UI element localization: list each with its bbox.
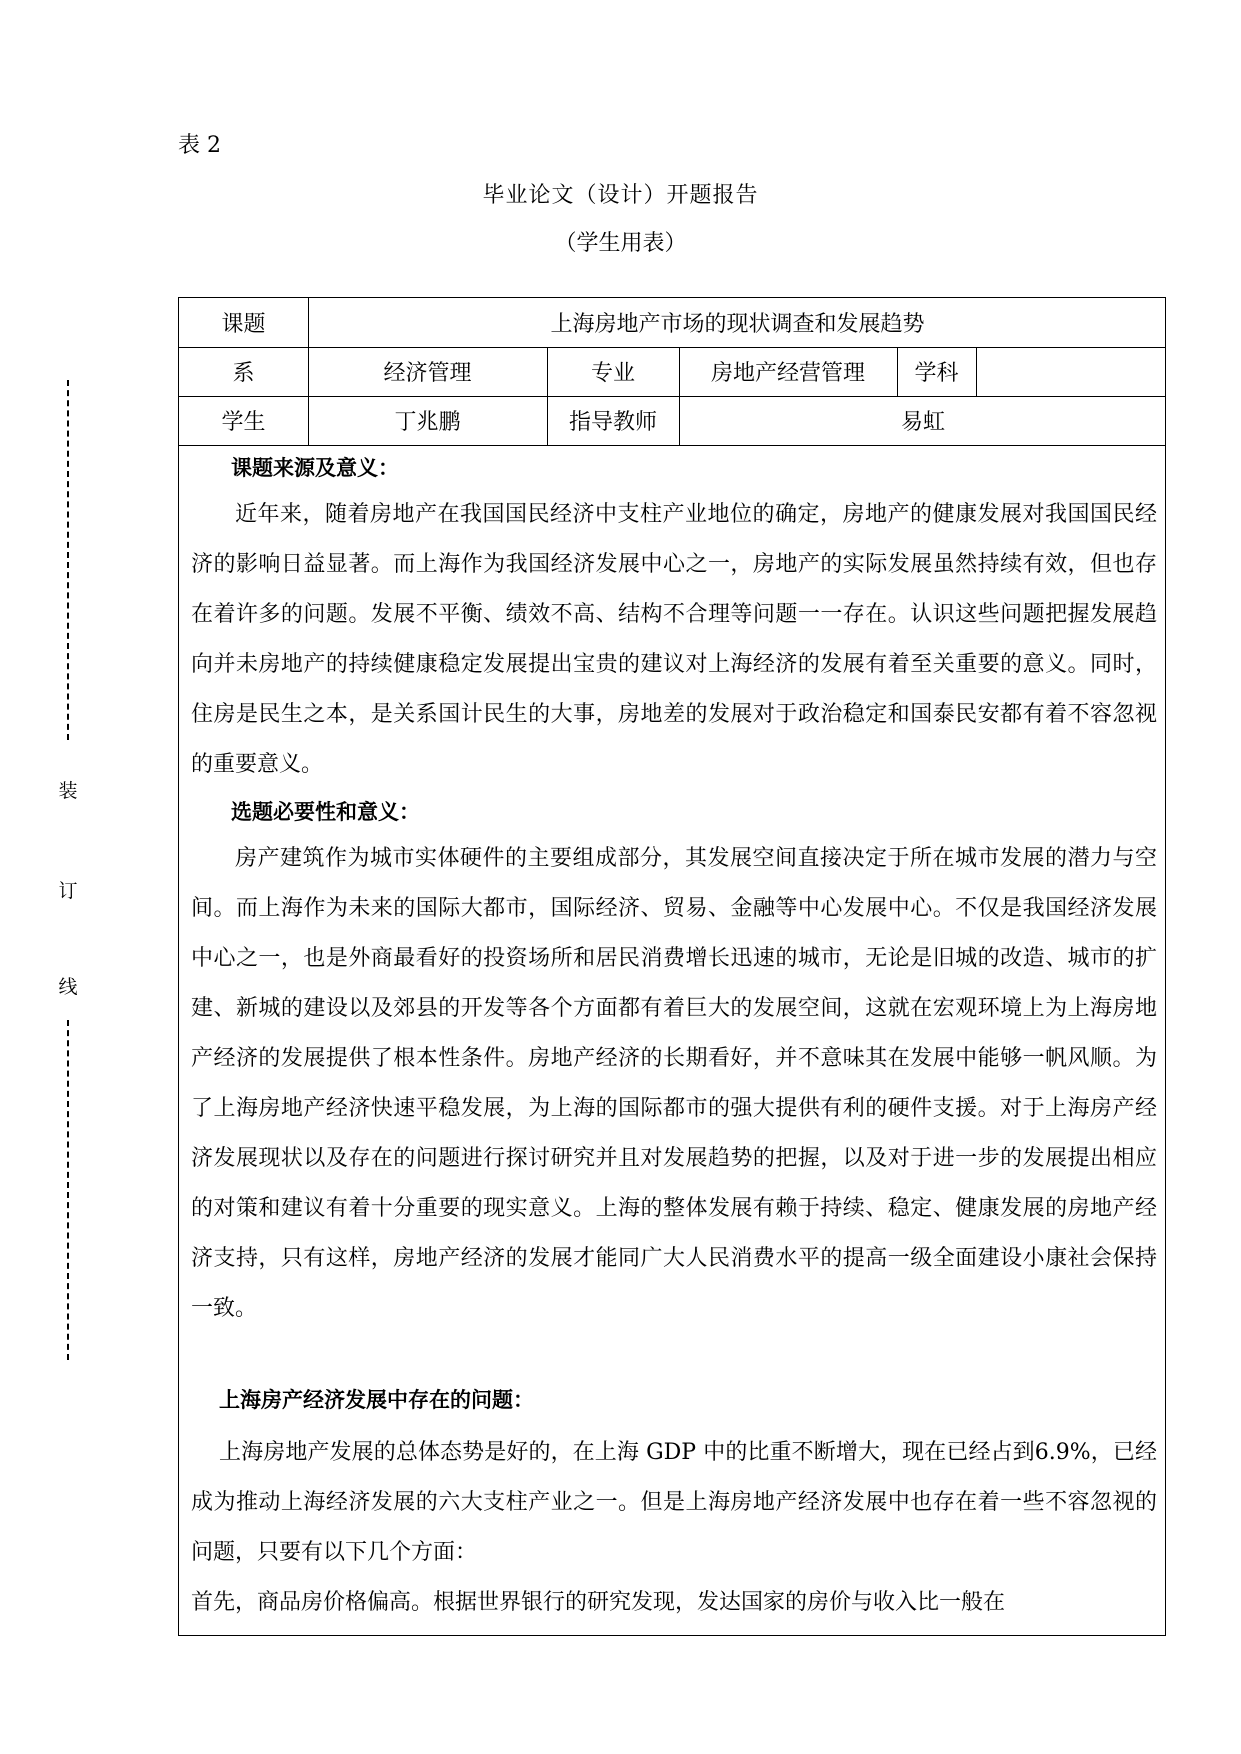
major-label: 专业: [590, 361, 635, 386]
section-heading-problems: 上海房产经济发展中存在的问题：: [219, 1388, 534, 1412]
proposal-form: [178, 297, 1166, 1636]
subject-label: 学科: [914, 361, 959, 386]
subject-value: [976, 347, 1167, 396]
spacer: [191, 1334, 1157, 1372]
section-text-necessity: 房产建筑作为城市实体硬件的主要组成部分，其发展空间直接决定于所在城市发展的潜力与空间。而上海作为未来的国际大都市，国际经济、贸易、金融等中心发展中心。不仅是我国经济发展中心之一，也是外商最看好的投资场所和居民消费增长迅速的城市，无论是旧城的改造、城市的扩建、新城的建设以及郊县的开发等各个方面都有着巨大的发展空间，这就在宏观环境上为上海房地产经济的发展提供了根本性条件。房地产经济的长期看好，并不意味其在发展中能够一帆风顺。为了上海房地产经济快速平稳发展，为上海的国际都市的强大提供有利的硬件支援。对于上海房产经济发展现状以及存在的问题进行探讨研究并且对发展趋势的把握，以及对于进一步的发展提出相应的对策和建议有着十分重要的现实意义。上海的整体发展有赖于持续、稳定、健康发展的房地产经济支持，只有这样，房地产经济的发展才能同广大人民消费水平的提高一级全面建设小康社会保持一致。: [191, 846, 1157, 1321]
section-heading-source: 课题来源及意义：: [231, 456, 399, 480]
topic-value: 上海房地产市场的现状调查和发展趋势: [550, 312, 925, 337]
department-value: 经济管理: [383, 361, 472, 386]
section-text-problems-first: 首先，商品房价格偏高。根据世界银行的研究发现，发达国家的房价与收入比一般在: [191, 1590, 1006, 1615]
binding-dash-top: [67, 380, 69, 740]
student-label: 学生: [221, 410, 266, 435]
report-body: [191, 446, 1157, 1628]
binding-char-zhuang: 装: [58, 780, 78, 802]
binding-char-xian: 线: [58, 976, 78, 998]
table-label: 表 2: [178, 133, 221, 158]
advisor-label: 指导教师: [568, 410, 657, 435]
binding-char-ding: 订: [58, 880, 78, 902]
section-heading-necessity: 选题必要性和意义：: [231, 800, 420, 824]
student-value: 丁兆鹏: [394, 410, 461, 435]
department-label: 系: [232, 361, 255, 386]
binding-dash-bottom: [67, 1020, 69, 1360]
report-title: 毕业论文（设计）开题报告: [482, 183, 759, 208]
topic-label: 课题: [221, 312, 266, 337]
section-text-problems: 上海房地产发展的总体态势是好的，在上海 GDP 中的比重不断增大，现在已经占到6.9%，已经成为推动上海经济发展的六大支柱产业之一。但是上海房地产经济发展中也存在着一些不容忽视的问题，只要有以下几个方面：: [191, 1440, 1157, 1565]
major-value: 房地产经营管理: [710, 361, 865, 386]
section-text-source: 近年来，随着房地产在我国国民经济中支柱产业地位的确定，房地产的健康发展对我国国民经济的影响日益显著。而上海作为我国经济发展中心之一，房地产的实际发展虽然持续有效，但也存在着许多的问题。发展不平衡、绩效不高、结构不合理等问题一一存在。认识这些问题把握发展趋向并未房地产的持续健康稳定发展提出宝贵的建议对上海经济的发展有着至关重要的意义。同时，住房是民生之本，是关系国计民生的大事，房地差的发展对于政治稳定和国泰民安都有着不容忽视的重要意义。: [191, 502, 1157, 777]
advisor-value: 易虹: [900, 410, 945, 435]
report-subtitle: （学生用表）: [554, 231, 687, 256]
